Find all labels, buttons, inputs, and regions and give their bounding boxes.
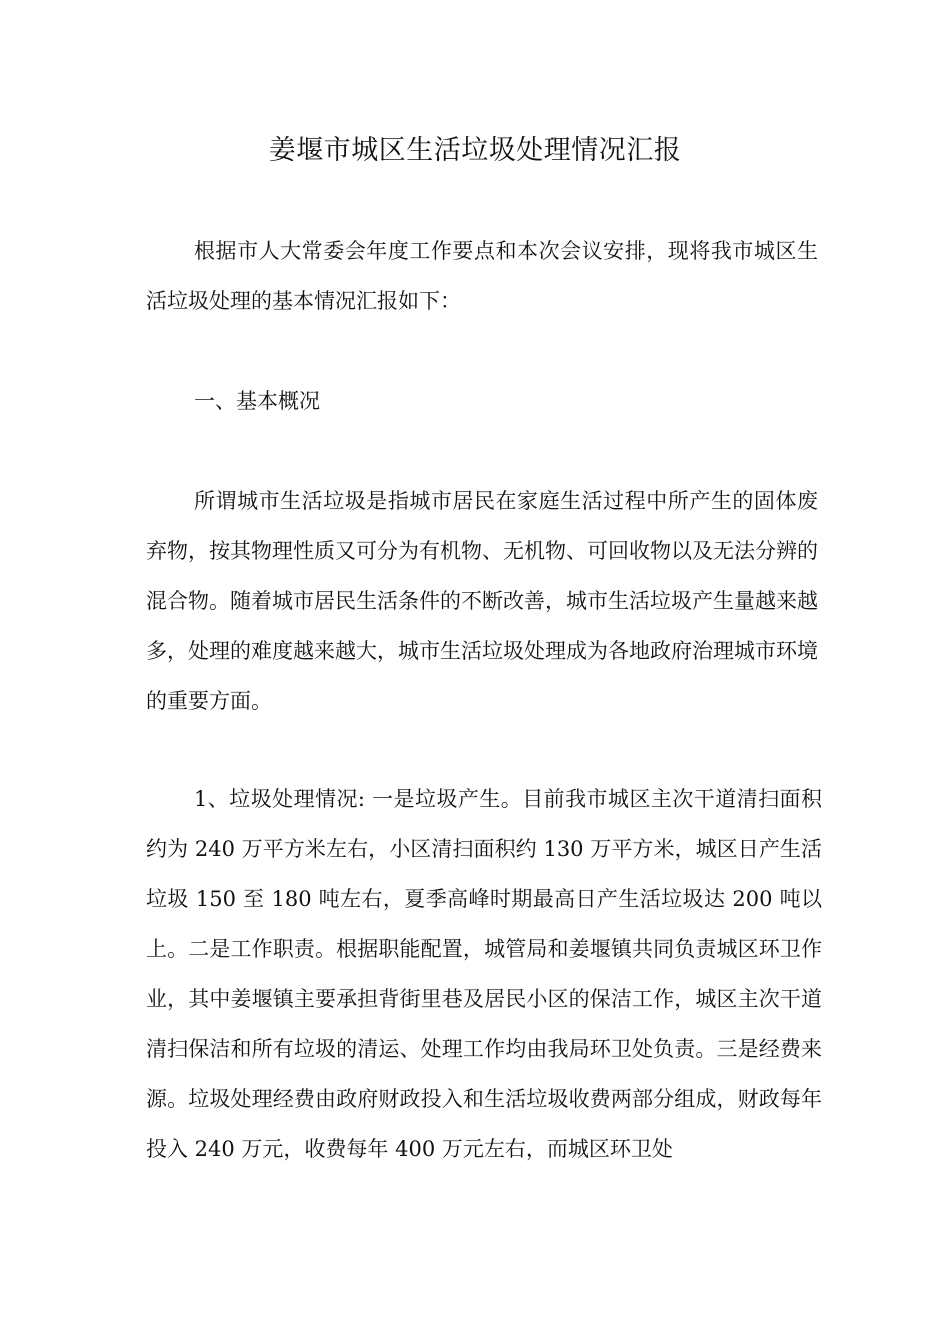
section-heading: 一、基本概况 <box>194 389 320 413</box>
intro-paragraph: 根据市人大常委会年度工作要点和本次会议安排，现将我市城区生活垃圾处理的基本情况汇报如下： <box>146 239 818 313</box>
document-title: 姜堰市城区生活垃圾处理情况汇报 <box>268 135 682 166</box>
overview-paragraph: 所谓城市生活垃圾是指城市居民在家庭生活过程中所产生的固体废弃物，按其物理性质又可分为有机物、无机物、可回收物以及无法分辨的混合物。随着城市居民生活条件的不断改善，城市生活垃圾产生量越来越多，处理的难度越来越大，城市生活垃圾处理成为各地政府治理城市环境的重要方面。 <box>146 489 818 713</box>
situation-paragraph: 1、垃圾处理情况: 一是垃圾产生。目前我市城区主次干道清扫面积约为 240 万平方米左右，小区清扫面积约 130 万平方米，城区日产生活垃圾 150 至 180 吨左右，夏季高峰时期最高日产生活垃圾达 200 吨以上。二是工作职责。根据职能配置，城管局和姜堰镇共同负责城区环卫作业，其中姜堰镇主要承担背街里巷及居民小区的保洁工作，城区主次干道清扫保洁和所有垃圾的清运、处理工作均由我局环卫处负责。三是经费来源。垃圾处理经费由政府财政投入和生活垃圾收费两部分组成，财政每年投入 240 万元，收费每年 400 万元左右，而城区环卫处 <box>146 787 822 1161</box>
